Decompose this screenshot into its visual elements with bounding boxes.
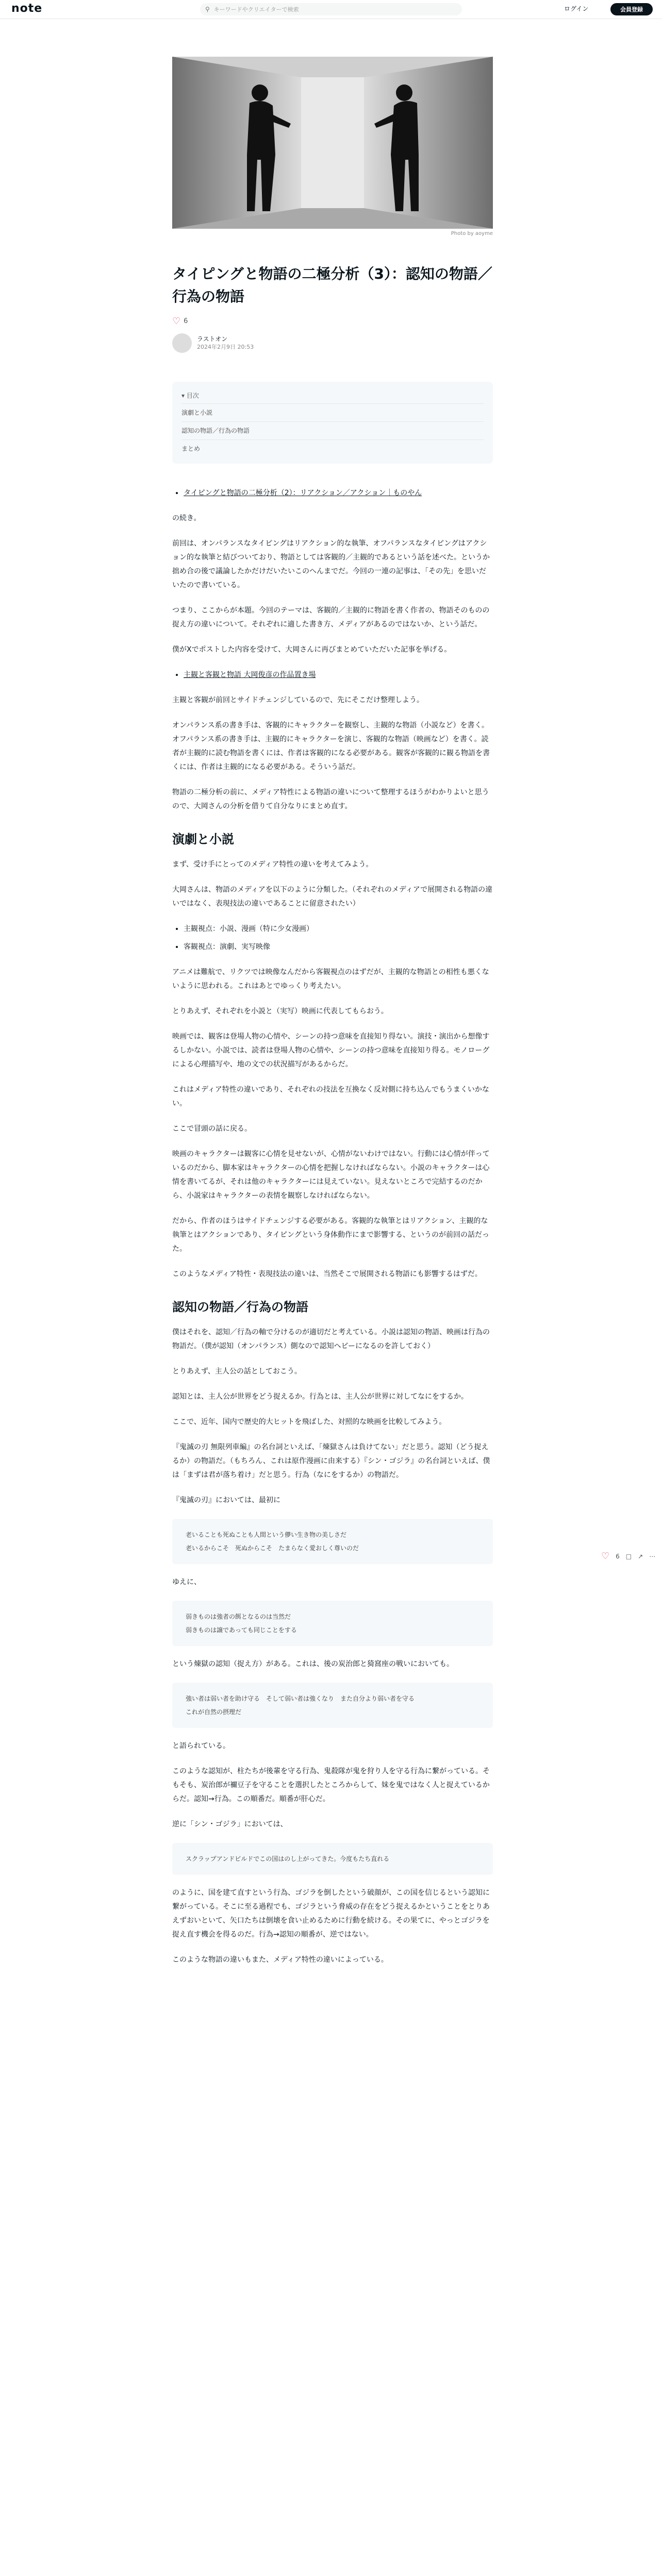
hero-illustration xyxy=(172,57,493,229)
comment-icon[interactable]: □ xyxy=(625,1552,632,1560)
paragraph: だから、作者のほうはサイドチェンジする必要がある。客観的な執筆とはリアクション、主観的な執筆とはアクションであり、タイピングという身体動作にまで影響する、というのが前回の話だった。 xyxy=(172,1217,490,1253)
paragraph: と語られている。 xyxy=(172,1742,230,1750)
hero-image xyxy=(172,57,493,229)
section-heading: 演劇と小説 xyxy=(172,832,234,846)
link-list xyxy=(172,668,493,682)
paragraph: という煉獄の認知（捉え方）がある。これは、後の炭治郎と猗窩座の戦いにおいても。 xyxy=(172,1660,454,1668)
toc-heading[interactable]: ▾ 目次 xyxy=(181,392,199,399)
paragraph: 主観と客観が前回とサイドチェンジしているので、先にそこだけ整理しよう。 xyxy=(172,696,424,704)
quote-line: 弱きものは譲であっても同じことをする xyxy=(186,1626,297,1634)
quote-block xyxy=(172,1601,493,1646)
paragraph: まず、受け手にとってのメディア特性の違いを考えてみよう。 xyxy=(172,860,373,869)
table-of-contents xyxy=(172,382,493,464)
note-logo[interactable]: note xyxy=(11,2,43,15)
list-item: • 客観視点：演劇、実写映像 xyxy=(184,940,493,954)
login-link[interactable]: ログイン xyxy=(564,5,589,12)
floating-actions xyxy=(601,1551,655,1562)
site-header xyxy=(0,0,662,19)
article-body xyxy=(172,263,493,1978)
toc-item[interactable]: 演劇と小説 xyxy=(181,403,484,421)
paragraph: 僕はそれを、認知／行為の軸で分けるのが適切だと考えている。小説は認知の物語、映画は行為の物語だ。（僕が認知（オンパランス）側なので認知ヘビーになるのを許しておく） xyxy=(172,1328,490,1350)
paragraph: つまり、ここからが本題。今回のテーマは、客観的／主観的に物語を書く作者の、物語そのものの捉え方の違いについて。それぞれに適した書き方、メディアがあるのではないか、という話だ。 xyxy=(172,606,490,629)
heart-icon[interactable]: ♡ xyxy=(172,316,181,327)
previous-article-link[interactable]: タイピングと物語の二極分析（2）：リアクション／アクション｜ものやん xyxy=(184,489,422,497)
paragraph: 大岡さんは、物語のメディアを以下のように分類した。（それぞれのメディアで展開される物語の違いではなく、表現技法の違いであることに留意されたい） xyxy=(172,886,493,908)
paragraph: のように、国を建て直すという行為、ゴジラを倒したという破顔が、この国を信じるという認知に繋がっている。そこに至る過程でも、ゴジラという脅威の存在をどう捉えるかということをとりあえずおいといて、矢口たちは倒壊を食い止めるために行動を続ける。その果てに、やっとゴジラを捉え直す機会を得るのだ。行為→認知の順番が、逆ではない。 xyxy=(172,1889,490,1939)
paragraph: 認知とは、主人公が世界をどう捉えるか。行為とは、主人公が世界に対してなにをするか。 xyxy=(172,1393,468,1401)
photo-credit: Photo by aoyme xyxy=(451,231,493,236)
author-block xyxy=(172,333,493,353)
paragraph: これはメディア特性の違いであり、それぞれの技法を互換なく反対側に持ち込んでもうまくいかない。 xyxy=(172,1086,489,1108)
like-count: 6 xyxy=(184,317,188,325)
paragraph: 『鬼滅の刃』においては、最初に xyxy=(172,1496,280,1504)
quote-line: 弱きものは強者の餌となるのは当然だ xyxy=(186,1613,291,1620)
search-bar[interactable] xyxy=(200,3,462,15)
link-list xyxy=(172,486,493,500)
paragraph: 前回は、オンパランスなタイピングはリアクション的な執筆、オフパランスなタイピングはアクション的な執筆と結びついており、物語としては客観的／主観的であるという話を述べた。というか拙め合の後で議論したかだけだいたいこのへんまでだ。今回の一連の記事は、「その先」を思いだいたので書いている。 xyxy=(172,539,490,589)
search-icon: ⚲ xyxy=(205,6,210,13)
paragraph: アニメは難航で、リクツでは映像なんだから客観視点のはずだが、主観的な物語との相性も悪くないように思われる。これはあとでゆっくり考えたい。 xyxy=(172,968,489,990)
quote-line: 老いるからこそ 死ぬからこそ たまらなく愛おしく尊いのだ xyxy=(186,1545,359,1552)
reference-article-link[interactable]: 主観と客観と物語 大岡俊彦の作品置き場 xyxy=(184,671,316,679)
paragraph: ここで、近年、国内で歴史的大ヒットを飛ばした、対照的な映画を比較してみよう。 xyxy=(172,1418,446,1426)
quote-block xyxy=(172,1683,493,1728)
like-row xyxy=(172,314,493,328)
paragraph: オンパランス系の書き手は、客観的にキャラクターを観察し、主観的な物語（小説など）を書く。オフパランス系の書き手は、主観的にキャラクターを演じ、客観的な物語（映画など）を書く。読者が主観的に読む物語を書くには、作者は客観的になる必要がある。観客が客観的に観る物語を書くには、作者は主観的になる必要がある。そういう話だ。 xyxy=(172,721,490,771)
list-item: • 主観視点：小説、漫画（特に少女漫画） xyxy=(184,922,493,936)
toc-item[interactable]: まとめ xyxy=(181,439,484,457)
paragraph: 映画では、観客は登場人物の心情や、シーンの持つ意味を直接知り得ない。演技・演出から想像するしかない。小説では、読者は登場人物の心情や、シーンの持つ意味を直接知り得る。モノローグによる心理描写や、地の文での状況描写があるからだ。 xyxy=(172,1032,490,1069)
more-icon[interactable]: ⋯ xyxy=(649,1552,656,1560)
paragraph: 逆に「シン・ゴジラ」においては、 xyxy=(172,1820,288,1828)
post-date: 2024年2月9日 20:53 xyxy=(197,344,254,350)
quote-block xyxy=(172,1843,493,1875)
paragraph: ゆえに、 xyxy=(172,1578,201,1586)
paragraph: とりあえず、それぞれを小説と（実写）映画に代表してもらおう。 xyxy=(172,1007,388,1015)
author-name[interactable]: ラストオン xyxy=(197,335,228,343)
signup-button[interactable]: 会員登録 xyxy=(610,3,653,15)
paragraph: 僕がXでポストした内容を受けて、大岡さんに再びまとめていただいた記事を挙げる。 xyxy=(172,646,452,654)
search-placeholder[interactable]: キーワードやクリエイターで検索 xyxy=(213,6,299,13)
paragraph: このようなメディア特性・表現技法の違いは、当然そこで展開される物語にも影響するはずだ。 xyxy=(172,1270,482,1278)
paragraph: このような認知が、柱たちが後輩を守る行為、鬼殺隊が鬼を狩り人を守る行為に繋がっている。そもそも、炭治郎が禰豆子を守ることを選択したところからして、妹を鬼ではなく人と捉えているからだ。認知→行為。この順番だ。順番が肝心だ。 xyxy=(172,1767,490,1803)
quote-block xyxy=(172,1519,493,1564)
paragraph: 物語の二極分析の前に、メディア特性による物語の違いについて整理するほうがわかりよいと思うので、大岡さんの分析を借りて自分なりにまとめ直す。 xyxy=(172,788,489,810)
section-heading: 認知の物語／行為の物語 xyxy=(172,1300,308,1314)
quote-line: スクラップアンドビルドでこの国はのし上がってきた。今度もたち直れる xyxy=(186,1855,390,1862)
article-title: タイピングと物語の二極分析（3）：認知の物語／行為の物語 xyxy=(172,265,492,305)
heart-icon[interactable]: ♡ xyxy=(601,1551,610,1562)
toc-item[interactable]: 認知の物語／行為の物語 xyxy=(181,421,484,439)
paragraph: 映画のキャラクターは観客に心情を見せないが、心情がないわけではない。行動には心情が伴っているのだから、脚本家はキャラクターの心情を把握しなければならない。小説のキャラクターは心情を書いてるが、それは他のキャラクターには見えていない。見えないところで完結するのだから、小説家はキャラクターの表情を観察しなければならない。 xyxy=(172,1150,490,1200)
media-list xyxy=(172,922,493,954)
side-like-count: 6 xyxy=(616,1552,620,1560)
share-icon[interactable]: ↗ xyxy=(638,1552,643,1560)
quote-line: 老いることも死ぬことも人間という儚い生き物の美しさだ xyxy=(186,1531,347,1538)
avatar[interactable] xyxy=(172,333,192,353)
paragraph: このような物語の違いもまた、メディア特性の違いによっている。 xyxy=(172,1956,388,1964)
paragraph: ここで冒頭の話に戻る。 xyxy=(172,1125,252,1133)
quote-line: これが自然の摂理だ xyxy=(186,1708,242,1716)
quote-line: 強い者は弱い者を助け守る そして弱い者は強くなり また自分より弱い者を守る xyxy=(186,1695,415,1702)
paragraph: とりあえず、主人公の話としておこう。 xyxy=(172,1367,302,1376)
paragraph: 『鬼滅の刃 無限列車編』の名台詞といえば、「煉獄さんは負けてない」だと思う。認知（どう捉えるか）の物語だ。（もちろん、これは原作漫画に由来する）『シン・ゴジラ』の名台詞といえば、僕は「まずは君が落ち着け」だと思う。行為（なにをするか）の物語だ。 xyxy=(172,1443,490,1479)
paragraph: の続き。 xyxy=(172,514,201,522)
